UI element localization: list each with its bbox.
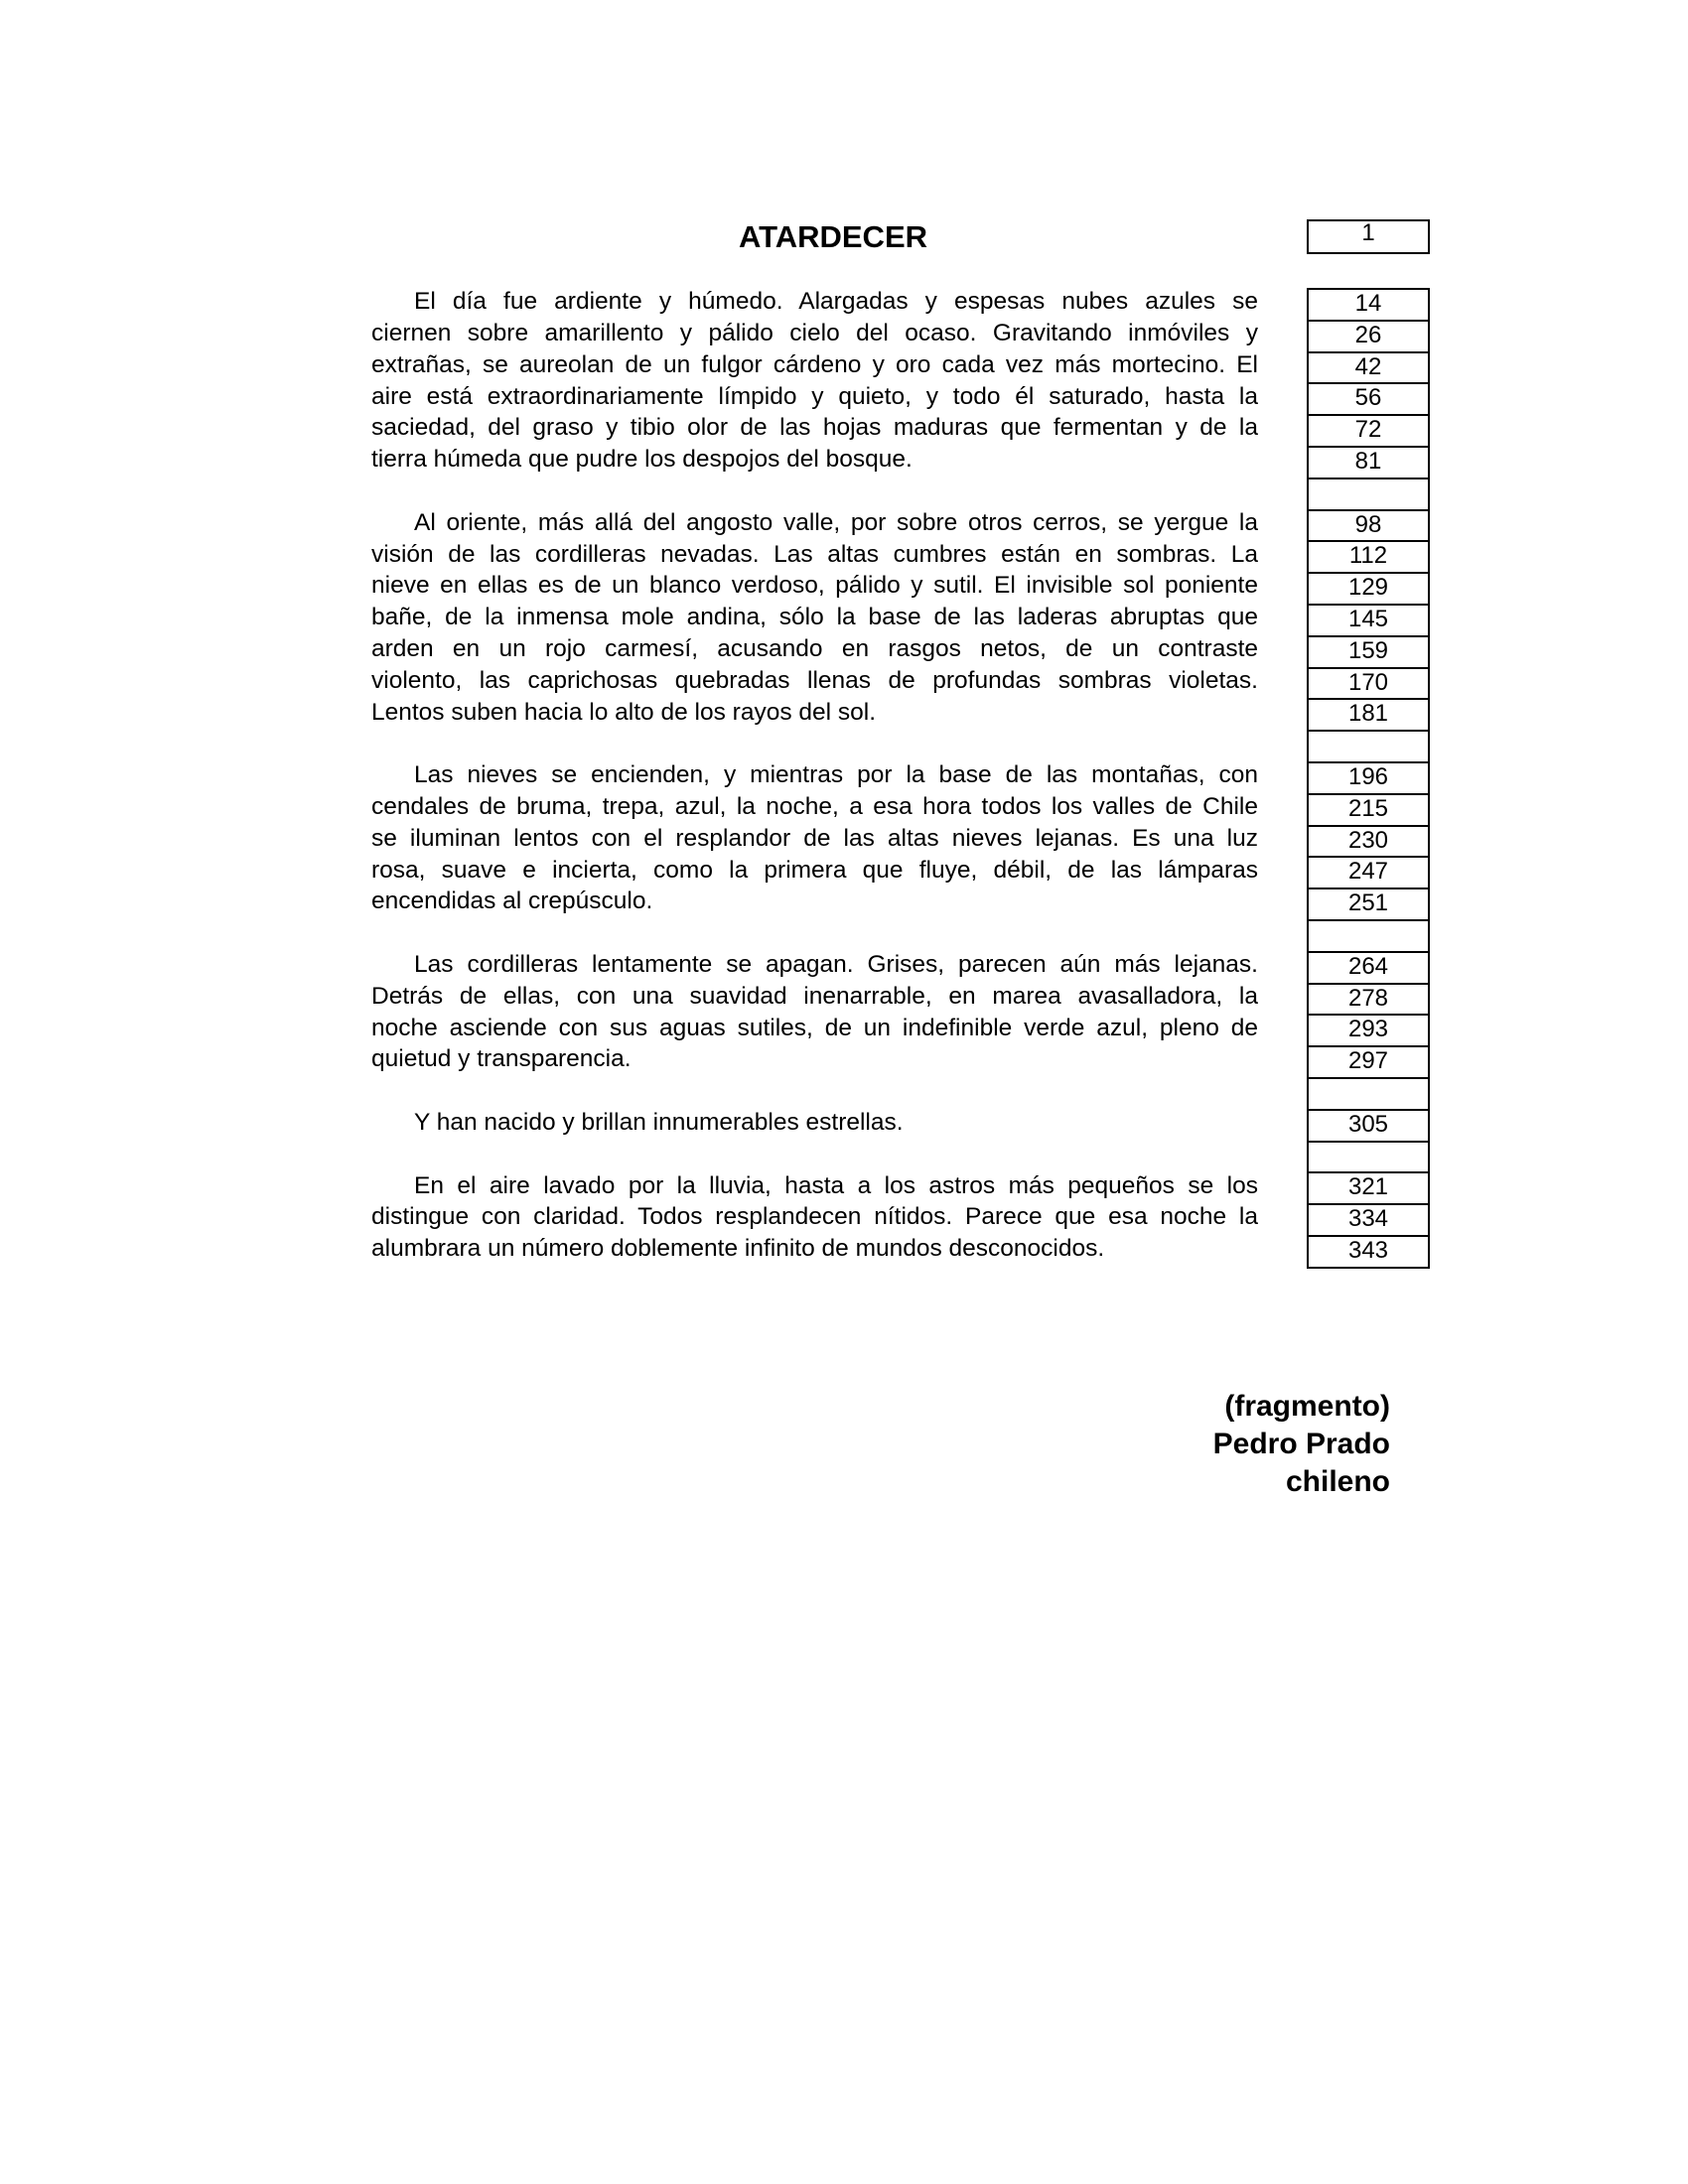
- word-count-cell: 181: [1309, 700, 1428, 732]
- author-name: Pedro Prado: [1212, 1428, 1390, 1460]
- word-count-column: [1307, 288, 1430, 1269]
- word-count-cell: 215: [1309, 795, 1428, 827]
- text-line: nieve en ellas es de un blanco verdoso, pálido y sutil. El invisible sol poniente: [371, 572, 1258, 599]
- text-line: Y han nacido y brillan innumerables estrellas.: [414, 1109, 904, 1136]
- word-count-cell: 129: [1309, 574, 1428, 606]
- title-word-count: 1: [1307, 219, 1430, 254]
- word-count-cell: [1309, 921, 1428, 953]
- text-line: distingue con claridad. Todos resplandecen nítidos. Parece que esa noche la: [371, 1203, 1258, 1230]
- signature-block: [1092, 1388, 1390, 1501]
- word-count-cell: 42: [1309, 353, 1428, 385]
- text-line: Detrás de ellas, con una suavidad inenarrable, en marea avasalladora, la: [371, 983, 1258, 1010]
- text-line: extrañas, se aureolan de un fulgor cárdeno y oro cada vez más mortecino. El: [371, 351, 1258, 378]
- word-count-cell: 196: [1309, 763, 1428, 795]
- text-line: se iluminan lentos con el resplandor de las altas nieves lejanas. Es una luz: [371, 825, 1258, 852]
- fragment-label: (fragmento): [1224, 1390, 1390, 1423]
- word-count-cell: 81: [1309, 448, 1428, 479]
- text-line: encendidas al crepúsculo.: [371, 887, 653, 914]
- text-line: alumbrara un número doblemente infinito de mundos desconocidos.: [371, 1235, 1105, 1262]
- word-count-cell: 72: [1309, 416, 1428, 448]
- text-line: violento, las caprichosas quebradas llenas de profundas sombras violetas.: [371, 667, 1258, 694]
- text-line: cendales de bruma, trepa, azul, la noche, a esa hora todos los valles de Chile: [371, 793, 1258, 820]
- text-line: bañe, de la inmensa mole andina, sólo la base de las laderas abruptas que: [371, 604, 1258, 630]
- word-count-cell: [1309, 1079, 1428, 1111]
- text-line: tierra húmeda que pudre los despojos del bosque.: [371, 446, 913, 473]
- text-line: Al oriente, más allá del angosto valle, por sobre otros cerros, se yergue la: [414, 509, 1258, 536]
- word-count-cell: 247: [1309, 858, 1428, 889]
- word-count-cell: [1309, 1143, 1428, 1174]
- word-count-cell: 321: [1309, 1173, 1428, 1205]
- word-count-cell: [1309, 479, 1428, 511]
- text-line: En el aire lavado por la lluvia, hasta a los astros más pequeños se los: [414, 1172, 1258, 1199]
- author-nationality: chileno: [1285, 1465, 1390, 1498]
- word-count-cell: 145: [1309, 606, 1428, 637]
- word-count-cell: 56: [1309, 384, 1428, 416]
- word-count-cell: 297: [1309, 1047, 1428, 1079]
- word-count-cell: 230: [1309, 827, 1428, 859]
- word-count-cell: 305: [1309, 1111, 1428, 1143]
- page-title: ATARDECER: [739, 219, 928, 254]
- text-line: rosa, suave e incierta, como la primera que fluye, débil, de las lámparas: [371, 857, 1258, 884]
- word-count-cell: 343: [1309, 1237, 1428, 1269]
- text-line: quietud y transparencia.: [371, 1045, 632, 1072]
- text-line: ciernen sobre amarillento y pálido cielo del ocaso. Gravitando inmóviles y: [371, 320, 1258, 346]
- word-count-cell: 293: [1309, 1016, 1428, 1047]
- word-count-cell: 26: [1309, 322, 1428, 353]
- text-line: visión de las cordilleras nevadas. Las altas cumbres están en sombras. La: [371, 541, 1258, 568]
- word-count-cell: 112: [1309, 542, 1428, 574]
- word-count-cell: 98: [1309, 511, 1428, 543]
- word-count-cell: 14: [1309, 290, 1428, 322]
- word-count-cell: 278: [1309, 985, 1428, 1017]
- word-count-cell: [1309, 732, 1428, 763]
- text-line: noche asciende con sus aguas sutiles, de un indefinible verde azul, pleno de: [371, 1015, 1258, 1041]
- word-count-cell: 170: [1309, 669, 1428, 701]
- text-line: aire está extraordinariamente límpido y quieto, y todo él saturado, hasta la: [371, 383, 1258, 410]
- text-line: El día fue ardiente y húmedo. Alargadas y espesas nubes azules se: [414, 288, 1258, 315]
- word-count-cell: 251: [1309, 889, 1428, 921]
- word-count-cell: 264: [1309, 953, 1428, 985]
- text-line: arden en un rojo carmesí, acusando en rasgos netos, de un contraste: [371, 635, 1258, 662]
- text-line: Las nieves se encienden, y mientras por la base de las montañas, con: [414, 761, 1258, 788]
- text-line: Lentos suben hacia lo alto de los rayos del sol.: [371, 699, 877, 726]
- word-count-cell: 334: [1309, 1205, 1428, 1237]
- text-line: Las cordilleras lentamente se apagan. Grises, parecen aún más lejanas.: [414, 951, 1258, 978]
- word-count-cell: 159: [1309, 637, 1428, 669]
- text-line: saciedad, del graso y tibio olor de las hojas maduras que fermentan y de la: [371, 414, 1258, 441]
